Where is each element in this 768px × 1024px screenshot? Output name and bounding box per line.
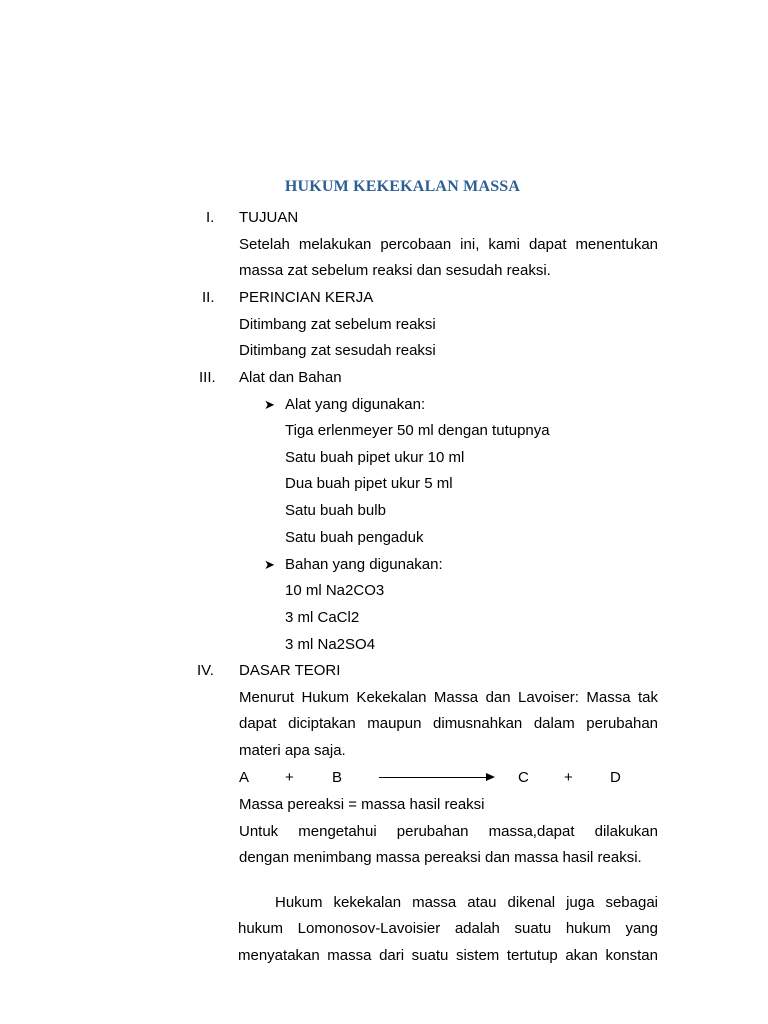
bahan-item: 3 ml CaCl2 [285, 609, 360, 626]
equation-reactant-b: B [332, 769, 343, 786]
alat-item: Satu buah pipet ukur 10 ml [285, 449, 465, 466]
bahan-label: Bahan yang digunakan: [285, 556, 443, 573]
equation-reactant-a: A [239, 769, 250, 786]
alat-item: Satu buah bulb [285, 502, 386, 519]
teori-after-line-1: Massa pereaksi = massa hasil reaksi [239, 796, 485, 813]
perincian-line-1: Ditimbang zat sebelum reaksi [239, 316, 436, 333]
equation-plus: + [285, 769, 294, 786]
tujuan-line-1: Setelah melakukan percobaan ini, kami dapat menentukan [239, 236, 658, 253]
paragraph-line-1: Hukum kekekalan massa atau dikenal juga sebagai [275, 894, 658, 911]
bahan-item: 3 ml Na2SO4 [285, 636, 376, 653]
paragraph-line-2: hukum Lomonosov-Lavoisier adalah suatu hukum yang [238, 920, 658, 937]
section-numeral-4: IV. [197, 662, 214, 679]
section-numeral-2: II. [202, 289, 215, 306]
arrowhead-bullet-icon: ➤ [264, 557, 275, 572]
equation-product-c: C [518, 769, 529, 786]
alat-item: Dua buah pipet ukur 5 ml [285, 475, 453, 492]
alat-label: Alat yang digunakan: [285, 396, 426, 413]
document-title: HUKUM KEKEKALAN MASSA [284, 178, 521, 195]
section-heading-alat-dan-bahan: Alat dan Bahan [239, 369, 342, 386]
paragraph-line-3: menyatakan massa dari suatu sistem tertutup akan konstan [238, 947, 658, 964]
perincian-line-2: Ditimbang zat sesudah reaksi [239, 342, 436, 359]
equation-product-d: D [610, 769, 621, 786]
arrowhead-bullet-icon: ➤ [264, 397, 275, 412]
teori-after-line-3: dengan menimbang massa pereaksi dan massa hasil reaksi. [239, 849, 642, 866]
teori-line-3: materi apa saja. [239, 742, 346, 759]
alat-item: Tiga erlenmeyer 50 ml dengan tutupnya [285, 422, 550, 439]
teori-line-1: Menurut Hukum Kekekalan Massa dan Lavoiser: Massa tak [239, 689, 658, 706]
section-heading-dasar-teori: DASAR TEORI [239, 662, 341, 679]
tujuan-line-2: massa zat sebelum reaksi dan sesudah reaksi. [239, 262, 551, 279]
bahan-item: 10 ml Na2CO3 [285, 582, 385, 599]
section-heading-tujuan: TUJUAN [239, 209, 299, 226]
alat-item: Satu buah pengaduk [285, 529, 424, 546]
teori-after-line-2: Untuk mengetahui perubahan massa,dapat dilakukan [239, 823, 658, 840]
equation-plus: + [564, 769, 573, 786]
section-heading-perincian-kerja: PERINCIAN KERJA [239, 289, 374, 306]
section-numeral-1: I. [206, 209, 215, 226]
teori-line-2: dapat diciptakan maupun dimusnahkan dalam perubahan [239, 715, 658, 732]
section-numeral-3: III. [199, 369, 216, 386]
